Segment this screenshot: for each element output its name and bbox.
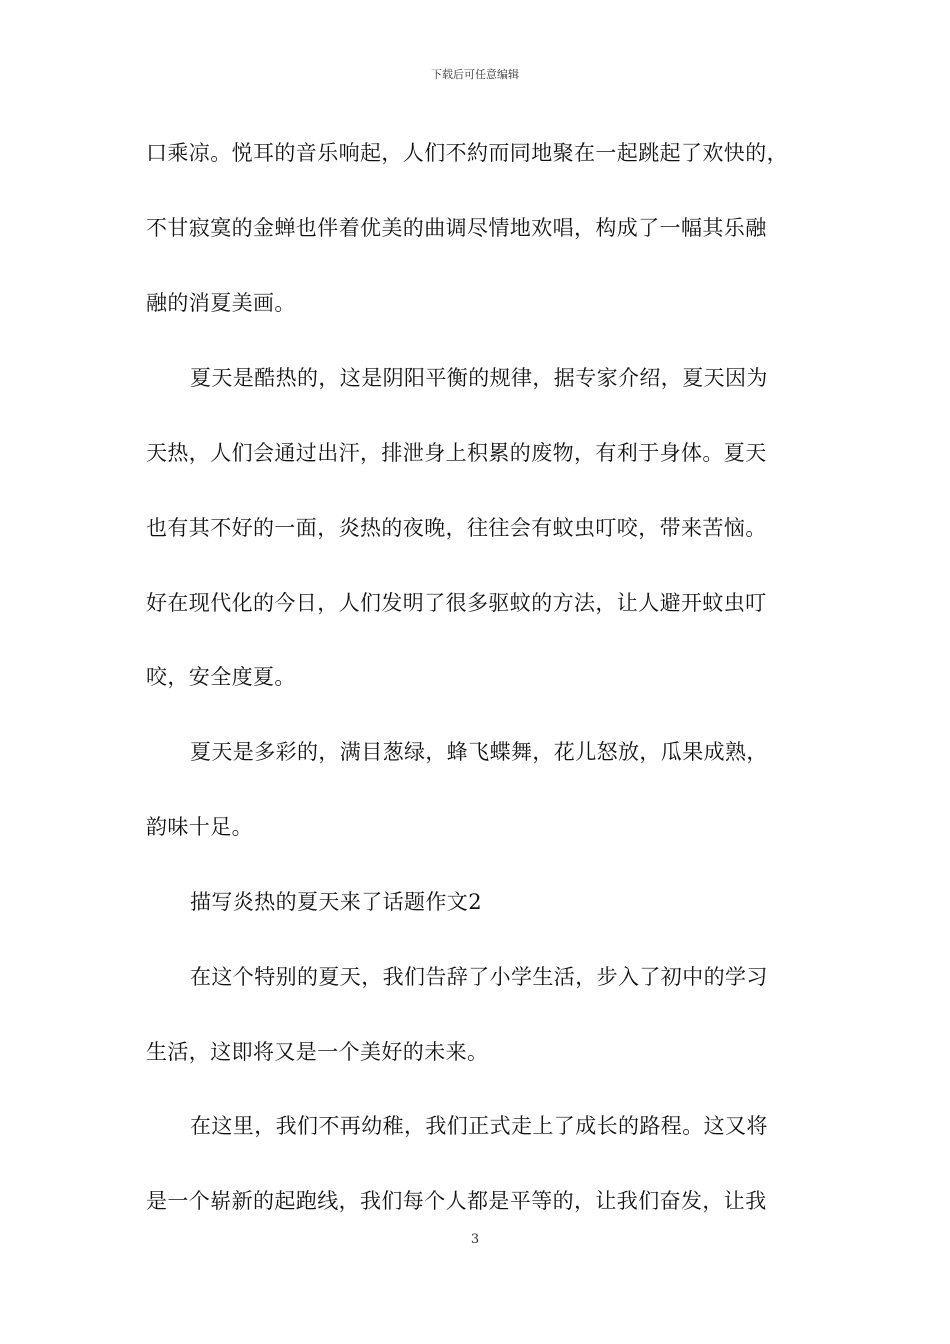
text-line: 口乘凉。悦耳的音乐响起，人们不約而同地聚在一起跳起了欢快的， [146, 141, 788, 165]
page-header: 下载后可任意编辑 [431, 68, 519, 81]
text-line: 韵味十足。 [146, 815, 253, 839]
text-line: 天热，人们会通过出汗，排泄身上积累的废物，有利于身体。夏天 [146, 441, 767, 465]
text-line: 融的消夏美画。 [146, 291, 296, 315]
paragraph-start-line: 夏天是酷热的，这是阴阳平衡的规律，据专家介绍，夏天因为 [190, 366, 768, 390]
text-line: 生活，这即将又是一个美好的未来。 [146, 1040, 489, 1064]
text-line: 也有其不好的一面，炎热的夜晚，往往会有蚊虫叮咬，带来苦恼。 [146, 516, 767, 540]
paragraph-start-line: 夏天是多彩的，满目葱绿，蜂飞蝶舞，花儿怒放，瓜果成熟， [190, 740, 768, 764]
text-line: 咬，安全度夏。 [146, 665, 296, 689]
section-heading: 描写炎热的夏天来了话题作文2 [190, 890, 482, 914]
text-line: 好在现代化的今日，人们发明了很多驱蚊的方法，让人避开蚊虫叮 [146, 591, 767, 615]
paragraph-start-line: 在这个特别的夏天，我们告辞了小学生活，步入了初中的学习 [190, 965, 768, 989]
page-number: 3 [470, 1232, 480, 1247]
text-line: 不甘寂寞的金蝉也伴着优美的曲调尽情地欢唱，构成了一幅其乐融 [146, 216, 767, 240]
text-line: 是一个崭新的起跑线，我们每个人都是平等的，让我们奋发，让我 [146, 1189, 767, 1213]
paragraph-start-line: 在这里，我们不再幼稚，我们正式走上了成长的路程。这又将 [190, 1114, 768, 1138]
